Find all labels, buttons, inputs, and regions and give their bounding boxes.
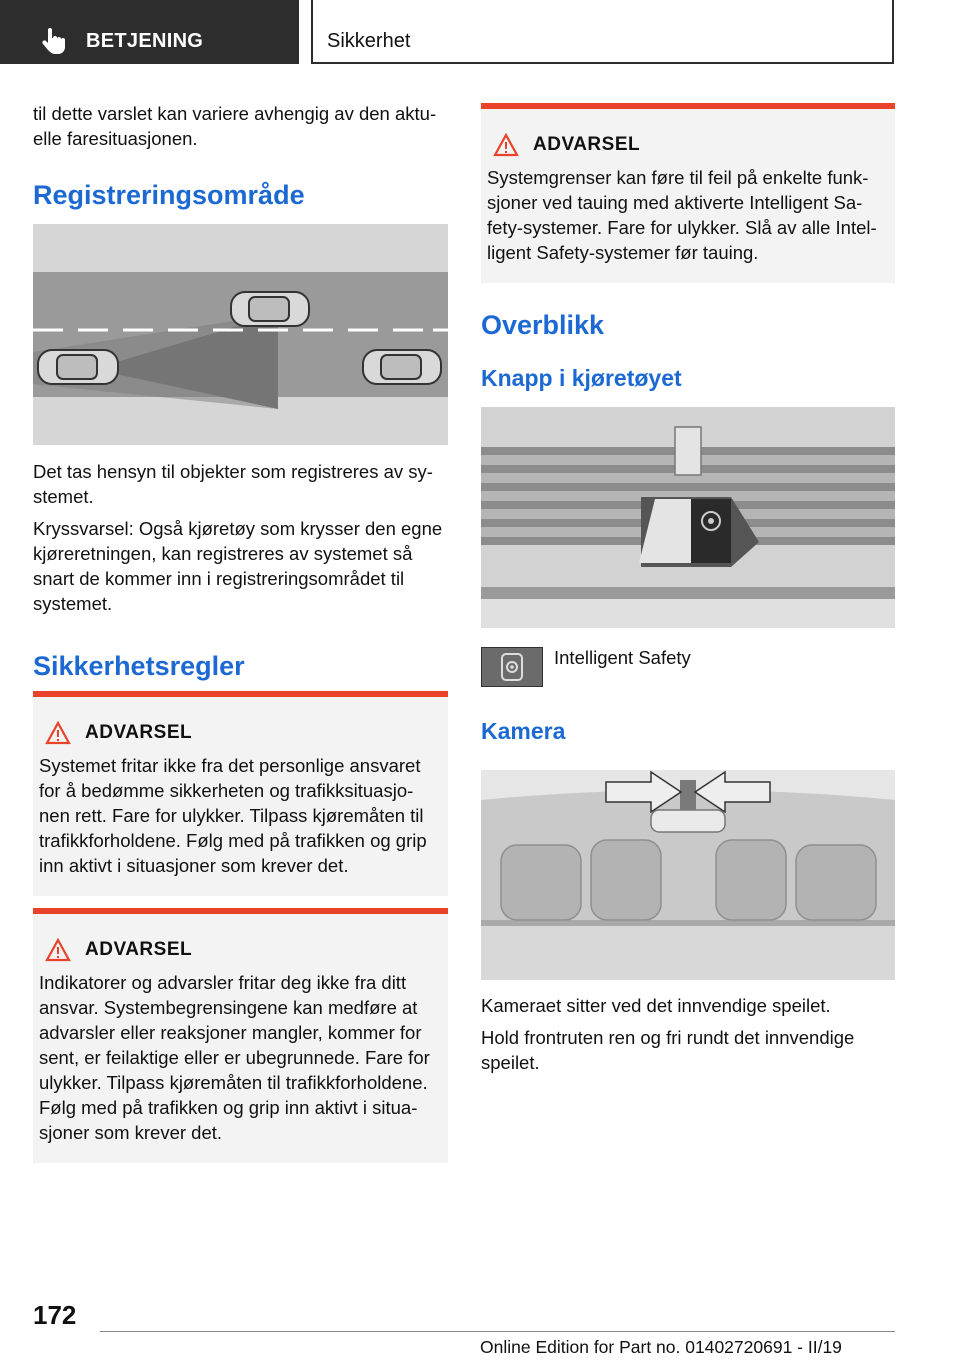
warning-triangle-icon (493, 133, 519, 157)
warning-text-1: Systemet fritar ikke fra det personlige ansvaret for å bedømme sikkerheten og trafikksituasjo-nen rett. Fare for ulykker. Tilpass kjøremåten til trafikkforholdene. Følg med på trafikken og grip inn aktivt i situasjoner som krever det. (39, 755, 427, 876)
heading-detection-area: Registreringsområde (33, 180, 305, 210)
header-chapter-label: Sikkerhet (327, 30, 411, 52)
warning-title-3: ADVARSEL (493, 133, 887, 157)
para-cross-warning: Kryssvarsel: Også kjøretøy som krysser den egne kjøreretningen, kan registreres av systemet så snart de kommer inn i registreringsområdet til systemet. (33, 518, 443, 614)
intro-text: til dette varslet kan variere avhengig av den aktu-elle faresituasjonen. (33, 103, 437, 149)
footer-divider (100, 1331, 895, 1332)
warning-text-3: Systemgrenser kan føre til feil på enkelte funk-sjoner ved tauing med aktiverte Intelligent Sa-fety-systemer. Fare for ulykker. Slå av alle Intel-ligent Safety-systemer før tauing. (487, 167, 877, 263)
para-camera-clean: Hold frontruten ren og fri rundt det innvendige speilet. (481, 1027, 855, 1073)
warning-box-2 (33, 908, 448, 1163)
car-top (231, 292, 309, 326)
cabin-diagram (481, 770, 895, 980)
car-left (38, 350, 118, 384)
button-caption: Intelligent Safety (554, 647, 691, 668)
intelligent-safety-button-icon (481, 647, 543, 687)
car-right (363, 350, 441, 384)
header-section-label: BETJENING (86, 30, 204, 52)
heading-safety-rules: Sikkerhetsregler (33, 651, 245, 681)
para-camera-location: Kameraet sitter ved det innvendige speilet. (481, 995, 831, 1016)
subheading-button: Knapp i kjøretøyet (481, 365, 682, 391)
vehicle-button-illustration (481, 407, 895, 628)
camera-illustration (481, 770, 895, 980)
warning-title-1: ADVARSEL (45, 721, 440, 745)
header-section-tab (0, 0, 299, 64)
warning-box-1 (33, 691, 448, 896)
safety-symbol-icon (482, 648, 542, 686)
warning-triangle-icon (45, 721, 71, 745)
warning-triangle-icon (45, 938, 71, 962)
footer-edition: Online Edition for Part no. 01402720691 - II/19 (480, 1337, 842, 1357)
road-diagram (33, 224, 448, 445)
subheading-camera: Kamera (481, 718, 566, 744)
heading-overview: Overblikk (481, 310, 605, 340)
warning-box-3 (481, 103, 895, 283)
warning-title-2: ADVARSEL (45, 938, 440, 962)
warning-text-2: Indikatorer og advarsler fritar deg ikke fra ditt ansvar. Systembegrensingene kan medføre at advarsler eller reaksjoner mangler, kommer for sent, er feilaktige eller er ubegrunnede. Fare for ulykker. Tilpass kjøremåten til trafikkforholdene. Følg med på trafikken og grip inn aktivt i situa-sjoner som krever det. (39, 972, 430, 1143)
page-number: 172 (33, 1300, 77, 1330)
hand-pointer-icon (38, 26, 68, 56)
detection-area-illustration (33, 224, 448, 445)
console-diagram (481, 407, 895, 628)
header-chapter-tab (311, 0, 894, 64)
para-objects: Det tas hensyn til objekter som registreres av sy-stemet. (33, 461, 433, 507)
